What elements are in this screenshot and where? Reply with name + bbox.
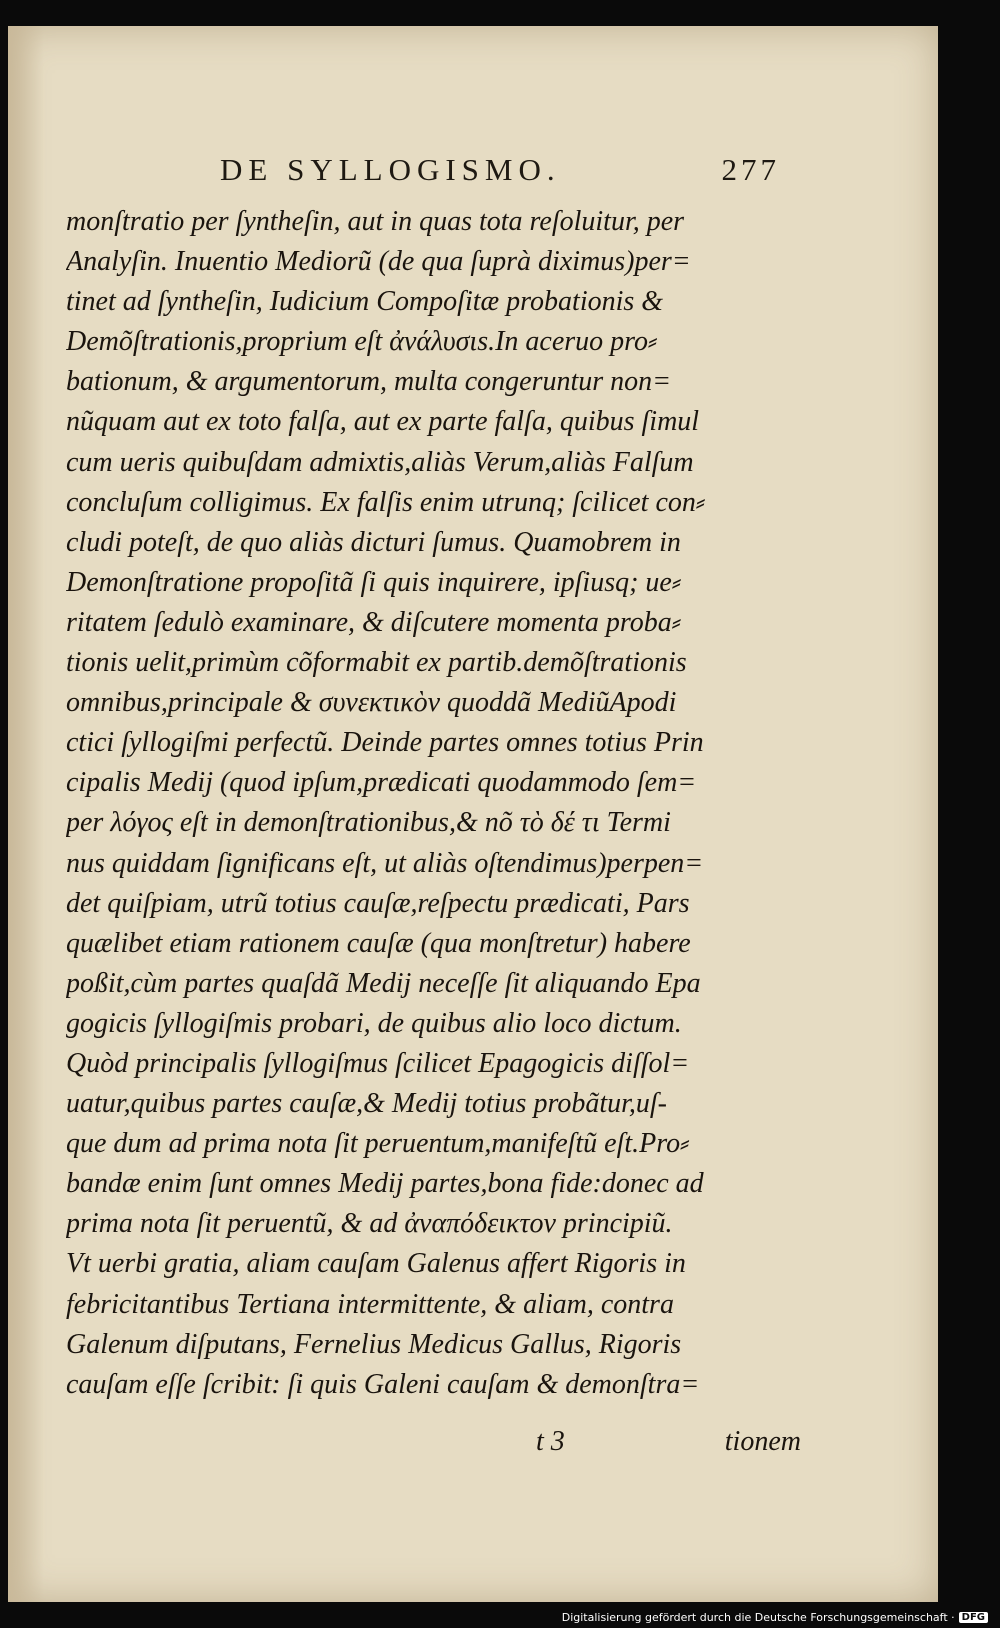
text-line: cauſam eſſe ſcribit: ſi quis Galeni cauſam & demonſtra= bbox=[66, 1368, 700, 1400]
running-header bbox=[220, 152, 780, 188]
text-line: cludi poteſt, de quo aliàs dicturi ſumus. Quamobrem in bbox=[66, 526, 681, 558]
text-line: omnibus,principale & συνεκτικὸν quoddã MediũApodi bbox=[66, 687, 677, 719]
text-line: Vt uerbi gratia, aliam cauſam Galenus affert Rigoris in bbox=[66, 1248, 686, 1280]
text-line: gogicis ſyllogiſmis probari, de quibus alio loco dictum. bbox=[66, 1007, 682, 1039]
text-line: tinet ad ſyntheſin, Iudicium Compoſitæ probationis & bbox=[66, 286, 664, 318]
text-line: ritatem ſedulò examinare, & diſcutere momenta proba⸗ bbox=[66, 606, 682, 638]
text-line: uatur,quibus partes cauſæ,& Medij totius probãtur,uſ- bbox=[66, 1088, 667, 1120]
catchword: tionem bbox=[724, 1426, 801, 1457]
text-line: bationum, & argumentorum, multa congeruntur non= bbox=[66, 366, 672, 398]
text-line: tionis uelit,primùm cõformabit ex partib.demõſtrationis bbox=[66, 647, 687, 679]
running-title: DE SYLLOGISMO. bbox=[220, 152, 561, 187]
text-line: ctici ſyllogiſmi perfectũ. Deinde partes omnes totius Prin bbox=[66, 727, 704, 759]
text-line: per λόγος eſt in demonſtrationibus,& nõ τὸ δέ τι Termi bbox=[66, 807, 671, 839]
text-line: prima nota ſit peruentũ, & ad ἀναπόδεικτον principiũ. bbox=[66, 1208, 673, 1240]
text-line: quælibet etiam rationem cauſæ (qua monſtretur) habere bbox=[66, 927, 691, 959]
dfg-logo: DFG bbox=[959, 1612, 988, 1623]
text-line: concluſum colligimus. Ex falſis enim utrunq; ſcilicet con⸗ bbox=[66, 486, 706, 518]
signature-mark: t 3 bbox=[536, 1426, 565, 1457]
text-line: bandæ enim ſunt omnes Medij partes,bona fide:donec ad bbox=[66, 1168, 704, 1200]
text-line: poßit,cùm partes quaſdã Medij neceſſe ſit aliquando Epa bbox=[66, 967, 701, 999]
credit-text: Digitalisierung gefördert durch die Deutsche Forschungsgemeinschaft · bbox=[561, 1611, 955, 1624]
text-line: Demõſtrationis,proprium eſt ἀνάλυσιs.In aceruo pro⸗ bbox=[66, 326, 658, 358]
text-line: Analyſin. Inuentio Mediorũ (de qua ſuprà diximus)per= bbox=[66, 246, 691, 278]
text-line: Quòd principalis ſyllogiſmus ſcilicet Epagogicis diſſol= bbox=[66, 1047, 690, 1079]
text-line: Demonſtratione propoſitã ſi quis inquirere, ipſiusq; ue⸗ bbox=[66, 566, 682, 598]
page-gutter-shadow bbox=[8, 26, 44, 1602]
text-line: febricitantibus Tertiana intermittente, & aliam, contra bbox=[66, 1288, 674, 1320]
text-line: nũquam aut ex toto falſa, aut ex parte falſa, quibus ſimul bbox=[66, 406, 700, 438]
text-line: nus quiddam ſignificans eſt, ut aliàs oſtendimus)perpen= bbox=[66, 847, 704, 879]
book-page bbox=[8, 26, 938, 1602]
text-line: que dum ad prima nota ſit peruentum,manifeſtũ eſt.Pro⸗ bbox=[66, 1128, 690, 1160]
text-line: det quiſpiam, utrũ totius cauſæ,reſpectu prædicati, Pars bbox=[66, 887, 690, 919]
text-line: Galenum diſputans, Fernelius Medicus Gallus, Rigoris bbox=[66, 1328, 682, 1360]
text-line: monſtratio per ſyntheſin, aut in quas tota reſoluitur, per bbox=[66, 206, 685, 237]
body-text bbox=[66, 202, 801, 1405]
page-number: 277 bbox=[721, 152, 780, 187]
text-line: cipalis Medij (quod ipſum,prædicati quodammodo ſem= bbox=[66, 767, 697, 799]
digitization-credit bbox=[562, 1611, 988, 1624]
text-line: cum ueris quibuſdam admixtis,aliàs Verum,aliàs Falſum bbox=[66, 446, 694, 478]
